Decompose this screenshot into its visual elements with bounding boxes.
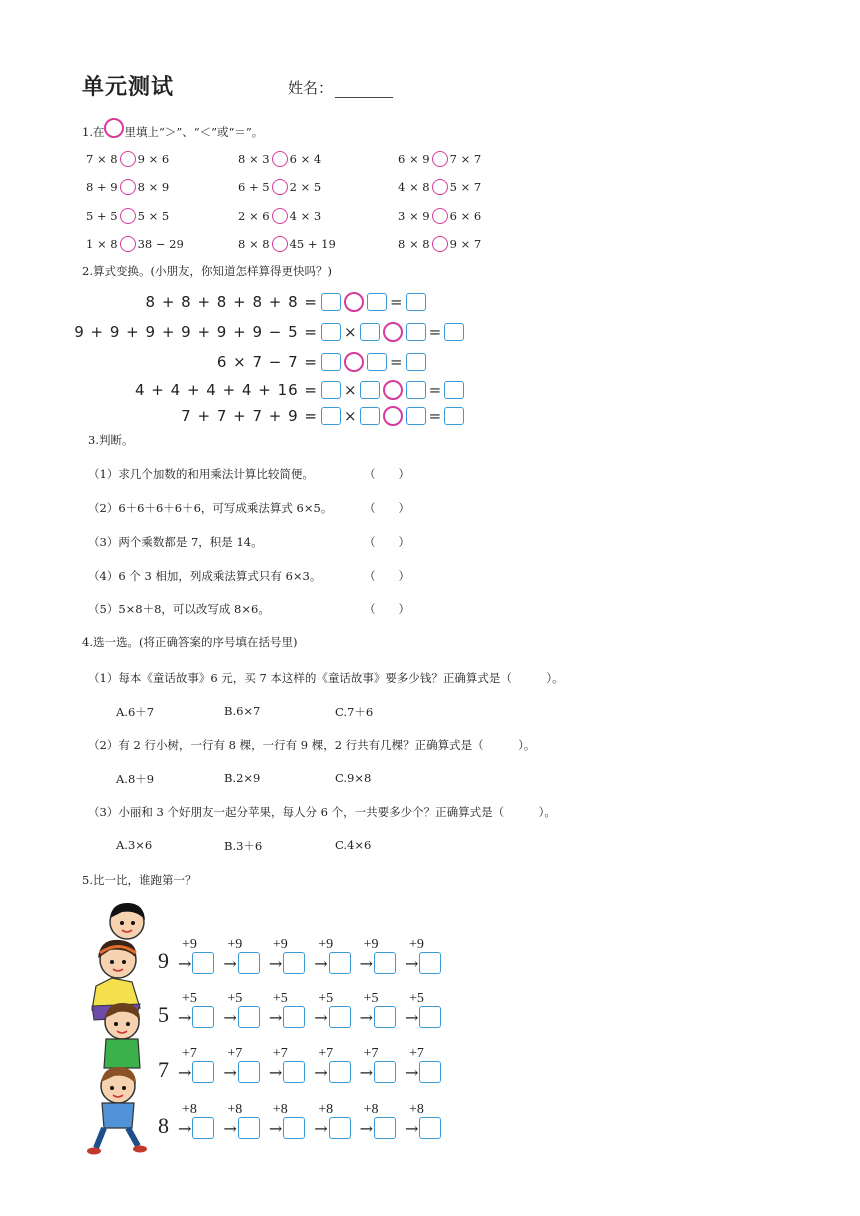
step-row	[360, 1061, 396, 1083]
chain-step	[405, 992, 441, 1028]
compare-circle-input[interactable]	[432, 179, 448, 195]
chain-step	[405, 1047, 441, 1083]
q2-expression: 4 + 4 + 4 + 4 + 16 =	[134, 381, 318, 399]
q5-chain	[158, 1047, 441, 1083]
step-label: +8	[409, 1102, 424, 1117]
arrow-icon: →	[223, 1062, 237, 1082]
q1-item	[238, 208, 321, 224]
chain-answer-input[interactable]	[329, 1006, 351, 1028]
arrow-icon: →	[178, 1007, 192, 1027]
q2-expression: 9 + 9 + 9 + 9 + 9 + 9 − 5 =	[74, 323, 318, 341]
operator-circle-input[interactable]	[383, 322, 403, 342]
q4-option[interactable]: A.6＋7	[116, 705, 155, 719]
answer-box-input[interactable]	[360, 407, 380, 425]
chain-step	[405, 1103, 441, 1139]
compare-circle-input[interactable]	[432, 151, 448, 167]
operator-circle-input[interactable]	[383, 406, 403, 426]
q1-right-expr: 38 − 29	[137, 237, 184, 251]
chain-step	[405, 938, 441, 974]
q1-left-expr: 6 + 5	[238, 180, 270, 194]
q3-statement: （5）5×8＋8，可以改写成 8×6。	[88, 602, 270, 616]
q5-chain	[158, 992, 441, 1028]
judge-answer-input[interactable]: （ ）	[364, 602, 410, 616]
equals-sign: =	[428, 407, 442, 425]
chain-step	[223, 992, 259, 1028]
q1-right-expr: 7 × 7	[449, 152, 482, 166]
q4-option[interactable]: C.7＋6	[335, 705, 374, 719]
step-label: +9	[318, 937, 334, 952]
arrow-icon: →	[223, 1007, 237, 1027]
q5-title: 5.比一比，谁跑第一？	[82, 873, 197, 887]
q1-item	[86, 151, 169, 167]
step-label: +8	[363, 1102, 379, 1117]
arrow-icon: →	[359, 1118, 374, 1138]
q1-left-expr: 5 + 5	[86, 209, 118, 223]
q2-equation	[135, 380, 464, 400]
chain-answer-input[interactable]	[238, 1006, 260, 1028]
q5-chain	[158, 938, 441, 974]
step-label: +8	[182, 1102, 197, 1117]
q1-item	[398, 151, 481, 167]
answer-box-input[interactable]	[367, 293, 387, 311]
step-row	[269, 1061, 305, 1083]
arrow-icon: →	[223, 953, 237, 973]
q2-equation	[217, 352, 426, 372]
answer-box-input[interactable]	[360, 381, 380, 399]
compare-circle-input[interactable]	[272, 179, 288, 195]
chain-answer-input[interactable]	[419, 952, 441, 974]
step-row	[223, 1061, 259, 1083]
step-label: +9	[409, 937, 424, 952]
q1-left-expr: 2 × 6	[238, 209, 270, 223]
q4-question: （3）小丽和 3 个好朋友一起分苹果，每人分 6 个，一共要多少个？正确算式是（ ）。	[88, 805, 556, 819]
operator-circle-input[interactable]	[383, 380, 403, 400]
q1-item	[238, 151, 321, 167]
step-row	[314, 1006, 350, 1028]
chain-step	[178, 938, 214, 974]
step-label: +8	[227, 1102, 243, 1117]
q1-left-expr: 8 + 9	[86, 180, 118, 194]
chain-step	[269, 1047, 305, 1083]
equals-sign: =	[428, 381, 442, 399]
q1-right-expr: 6 × 4	[289, 152, 322, 166]
q1-item	[86, 208, 169, 224]
step-label: +8	[272, 1102, 288, 1117]
chain-answer-input[interactable]	[283, 1117, 305, 1139]
step-row	[178, 1006, 214, 1028]
chain-start-number: 9	[158, 948, 169, 973]
step-label: +5	[363, 991, 379, 1006]
q4-option[interactable]: B.3＋6	[224, 839, 263, 853]
compare-circle-input[interactable]	[120, 236, 136, 252]
step-row	[360, 952, 396, 974]
name-blank[interactable]	[335, 83, 393, 98]
q1-item	[86, 236, 184, 252]
q3-statement: （2）6＋6＋6＋6＋6，可写成乘法算式 6×5。	[88, 501, 333, 515]
judge-answer-input[interactable]: （ ）	[364, 467, 410, 481]
step-label: +9	[227, 937, 243, 952]
q1-left-expr: 3 × 9	[398, 209, 430, 223]
compare-circle-input[interactable]	[272, 208, 288, 224]
step-row	[405, 952, 441, 974]
judge-answer-input[interactable]: （ ）	[364, 569, 410, 583]
compare-circle-input[interactable]	[120, 151, 136, 167]
arrow-icon: →	[178, 1118, 192, 1138]
step-row	[405, 1061, 441, 1083]
chain-step	[360, 992, 396, 1028]
q2-equation	[146, 292, 426, 312]
answer-box-input[interactable]	[444, 323, 464, 341]
chain-step	[223, 1047, 259, 1083]
q2-equation	[74, 322, 464, 342]
step-label: +7	[182, 1046, 197, 1061]
step-row	[223, 1006, 259, 1028]
q1-item	[238, 179, 321, 195]
q1-right-expr: 5 × 7	[449, 180, 482, 194]
judge-answer-input[interactable]: （ ）	[364, 501, 410, 515]
chain-step	[269, 992, 305, 1028]
arrow-icon: →	[314, 953, 328, 973]
step-row	[269, 1006, 305, 1028]
q2-expression: 6 × 7 − 7 =	[216, 353, 318, 371]
q1-item	[398, 236, 481, 252]
step-label: +7	[318, 1046, 334, 1061]
arrow-icon: →	[405, 953, 419, 973]
arrow-icon: →	[359, 953, 374, 973]
q4-question: （2）有 2 行小树，一行有 8 棵，一行有 9 棵，2 行共有几棵？正确算式是（ ）。	[88, 738, 536, 752]
q4-question: （1）每本《童话故事》6 元，买 7 本这样的《童话故事》要多少钱？正确算式是（ ）。	[88, 671, 564, 685]
chain-answer-input[interactable]	[419, 1117, 441, 1139]
q5-chain	[158, 1103, 441, 1139]
step-label: +9	[272, 937, 288, 952]
chain-answer-input[interactable]	[238, 952, 260, 974]
compare-circle-input[interactable]	[120, 208, 136, 224]
page-title: 单元测试	[82, 75, 175, 100]
chain-answer-input[interactable]	[192, 952, 214, 974]
answer-box-input[interactable]	[406, 353, 426, 371]
q1-item	[238, 236, 336, 252]
chain-answer-input[interactable]	[329, 952, 351, 974]
answer-box-input[interactable]	[406, 407, 426, 425]
compare-circle-input[interactable]	[432, 236, 448, 252]
times-sign: ×	[344, 323, 357, 341]
chain-answer-input[interactable]	[238, 1117, 260, 1139]
step-label: +5	[272, 991, 288, 1006]
times-sign: ×	[344, 407, 357, 425]
circle-icon	[104, 118, 124, 138]
chain-answer-input[interactable]	[283, 1061, 305, 1083]
chain-answer-input[interactable]	[374, 1117, 396, 1139]
chain-step	[269, 1103, 305, 1139]
step-row	[178, 952, 214, 974]
step-label: +5	[227, 991, 243, 1006]
chain-step	[360, 1047, 396, 1083]
answer-box-input[interactable]	[444, 381, 464, 399]
answer-box-input[interactable]	[406, 381, 426, 399]
arrow-icon: →	[405, 1007, 419, 1027]
equals-sign: =	[390, 353, 403, 371]
chain-step	[314, 1103, 350, 1139]
q1-item	[398, 179, 481, 195]
chain-step	[360, 1103, 396, 1139]
chain-answer-input[interactable]	[419, 1061, 441, 1083]
chain-answer-input[interactable]	[283, 952, 305, 974]
arrow-icon: →	[268, 953, 283, 973]
chain-answer-input[interactable]	[192, 1006, 214, 1028]
answer-box-input[interactable]	[406, 323, 426, 341]
step-row	[314, 952, 350, 974]
step-row	[223, 1117, 259, 1139]
q1-item	[86, 179, 169, 195]
q3-statement: （4）6 个 3 相加，列成乘法算式只有 6×3。	[88, 569, 322, 583]
name-label: 姓名：	[288, 79, 334, 97]
chain-answer-input[interactable]	[374, 1006, 396, 1028]
step-row	[405, 1006, 441, 1028]
step-label: +5	[182, 991, 197, 1006]
arrow-icon: →	[268, 1118, 283, 1138]
q1-left-expr: 4 × 8	[398, 180, 430, 194]
q4-option[interactable]: A.3×6	[116, 838, 153, 852]
times-sign: ×	[344, 381, 357, 399]
chain-answer-input[interactable]	[374, 1061, 396, 1083]
q3-title: 3.判断。	[88, 433, 134, 447]
chain-step	[269, 938, 305, 974]
step-label: +8	[318, 1102, 334, 1117]
arrow-icon: →	[268, 1007, 283, 1027]
step-label: +7	[272, 1046, 288, 1061]
q1-right-expr: 4 × 3	[289, 209, 322, 223]
arrow-icon: →	[314, 1118, 328, 1138]
compare-circle-input[interactable]	[432, 208, 448, 224]
chain-step	[223, 1103, 259, 1139]
chain-answer-input[interactable]	[238, 1061, 260, 1083]
chain-step	[178, 1047, 214, 1083]
chain-start-number: 5	[158, 1002, 169, 1027]
answer-box-input[interactable]	[444, 407, 464, 425]
step-label: +9	[363, 937, 379, 952]
arrow-icon: →	[178, 1062, 192, 1082]
q1-title: 1.在 里填上“＞”、“＜”或“＝”。	[82, 124, 263, 140]
step-label: +7	[363, 1046, 379, 1061]
chain-answer-input[interactable]	[419, 1006, 441, 1028]
operator-circle-input[interactable]	[344, 292, 364, 312]
chain-step	[314, 992, 350, 1028]
step-row	[360, 1117, 396, 1139]
q3-statement: （1）求几个加数的和用乘法计算比较简便。	[88, 467, 314, 481]
q1-left-expr: 8 × 3	[238, 152, 270, 166]
chain-step	[314, 1047, 350, 1083]
judge-answer-input[interactable]: （ ）	[364, 535, 410, 549]
answer-box-input[interactable]	[360, 323, 380, 341]
compare-circle-input[interactable]	[272, 236, 288, 252]
q1-left-expr: 8 × 8	[238, 237, 270, 251]
step-label: +5	[409, 991, 424, 1006]
answer-box-input[interactable]	[367, 353, 387, 371]
step-label: +5	[318, 991, 334, 1006]
q2-expression: 7 + 7 + 7 + 9 =	[181, 407, 318, 425]
chain-start-number: 8	[158, 1113, 169, 1138]
q1-right-expr: 45 + 19	[289, 237, 336, 251]
q1-right-expr: 5 × 5	[137, 209, 170, 223]
q2-expression: 8 + 8 + 8 + 8 + 8 =	[145, 293, 318, 311]
q1-right-expr: 2 × 5	[289, 180, 322, 194]
chain-answer-input[interactable]	[329, 1117, 351, 1139]
answer-box-input[interactable]	[321, 407, 341, 425]
step-row	[405, 1117, 441, 1139]
q1-left-expr: 7 × 8	[86, 152, 118, 166]
step-row	[314, 1061, 350, 1083]
chain-step	[178, 1103, 214, 1139]
step-row	[360, 1006, 396, 1028]
compare-circle-input[interactable]	[120, 179, 136, 195]
step-row	[269, 1117, 305, 1139]
step-row	[269, 952, 305, 974]
q2-title: 2.算式变换。(小朋友，你知道怎样算得更快吗？)	[82, 264, 332, 278]
q4-title: 4.选一选。(将正确答案的序号填在括号里)	[82, 635, 298, 649]
q1-right-expr: 9 × 6	[137, 152, 170, 166]
answer-box-input[interactable]	[406, 293, 426, 311]
operator-circle-input[interactable]	[344, 352, 364, 372]
step-row	[178, 1061, 214, 1083]
q1-right-expr: 9 × 7	[449, 237, 482, 251]
q1-left-expr: 1 × 8	[86, 237, 118, 251]
equals-sign: =	[428, 323, 442, 341]
arrow-icon: →	[223, 1118, 237, 1138]
answer-box-input[interactable]	[321, 323, 341, 341]
step-row	[223, 952, 259, 974]
name-field[interactable]	[288, 77, 393, 98]
arrow-icon: →	[178, 953, 192, 973]
chain-answer-input[interactable]	[192, 1117, 214, 1139]
q4-option[interactable]: B.6×7	[224, 704, 261, 718]
q4-option[interactable]: A.8＋9	[116, 772, 155, 786]
chain-answer-input[interactable]	[329, 1061, 351, 1083]
q1-left-expr: 6 × 9	[398, 152, 430, 166]
q4-option[interactable]: C.4×6	[335, 838, 372, 852]
arrow-icon: →	[405, 1062, 419, 1082]
q3-statement: （3）两个乘数都是 7，积是 14。	[88, 535, 263, 549]
answer-box-input[interactable]	[321, 353, 341, 371]
chain-answer-input[interactable]	[283, 1006, 305, 1028]
arrow-icon: →	[314, 1007, 328, 1027]
arrow-icon: →	[314, 1062, 328, 1082]
chain-step	[360, 938, 396, 974]
equals-sign: =	[390, 293, 403, 311]
step-row	[314, 1117, 350, 1139]
step-label: +7	[227, 1046, 243, 1061]
chain-step	[314, 938, 350, 974]
compare-circle-input[interactable]	[272, 151, 288, 167]
chain-step	[178, 992, 214, 1028]
q4-option[interactable]: C.9×8	[335, 771, 372, 785]
chain-answer-input[interactable]	[192, 1061, 214, 1083]
answer-box-input[interactable]	[321, 293, 341, 311]
q1-left-expr: 8 × 8	[398, 237, 430, 251]
answer-box-input[interactable]	[321, 381, 341, 399]
q1-right-expr: 6 × 6	[449, 209, 482, 223]
q2-equation	[181, 406, 464, 426]
chain-start-number: 7	[158, 1057, 169, 1082]
step-label: +9	[182, 937, 197, 952]
arrow-icon: →	[405, 1118, 419, 1138]
arrow-icon: →	[268, 1062, 283, 1082]
running-kids-illustration	[82, 898, 160, 1160]
q1-right-expr: 8 × 9	[137, 180, 170, 194]
arrow-icon: →	[359, 1007, 374, 1027]
q4-option[interactable]: B.2×9	[224, 771, 261, 785]
step-row	[178, 1117, 214, 1139]
q1-item	[398, 208, 481, 224]
step-label: +7	[409, 1046, 424, 1061]
arrow-icon: →	[359, 1062, 374, 1082]
chain-answer-input[interactable]	[374, 952, 396, 974]
chain-step	[223, 938, 259, 974]
